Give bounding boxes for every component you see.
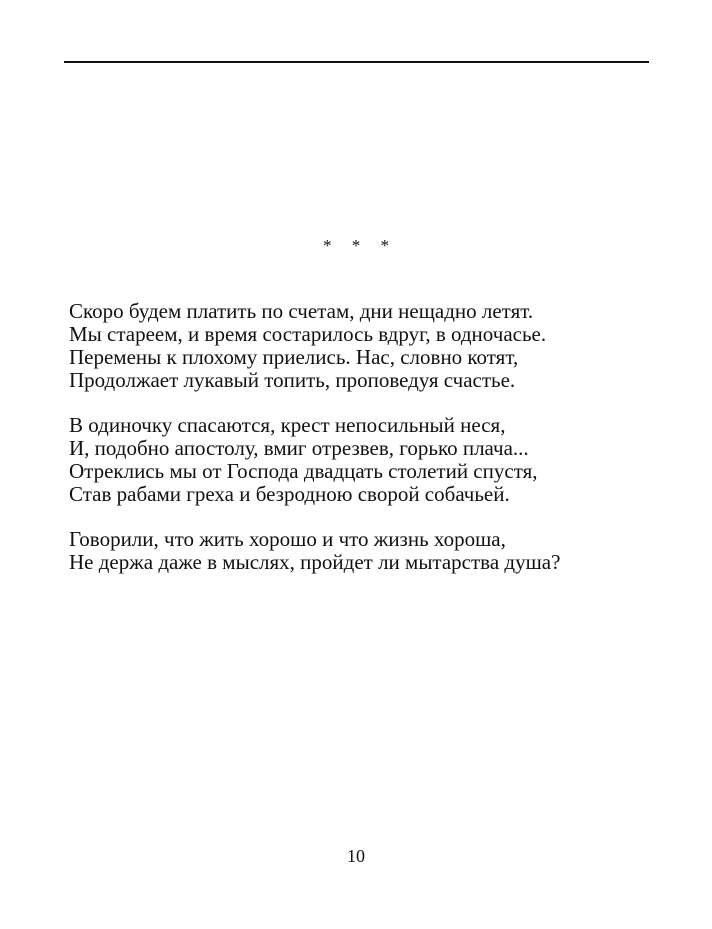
page-number: 10	[347, 846, 365, 866]
poem-line: Отреклись мы от Господа двадцать столетий спустя,	[69, 459, 538, 483]
poem-line: И, подобно апостолу, вмиг отрезвев, горько плача...	[69, 436, 529, 460]
poem-line: Говорили, что жить хорошо и что жизнь хороша,	[69, 527, 506, 551]
stanza-separator: * * *	[323, 236, 397, 255]
stanza-2	[69, 414, 689, 506]
top-rule	[64, 61, 649, 63]
poem-line: Став рабами греха и безродною сворой собачьей.	[69, 482, 510, 506]
poem-line: В одиночку спасаются, крест непосильный неся,	[69, 413, 506, 437]
stanza-3	[69, 528, 689, 574]
poem	[69, 300, 689, 596]
stanza-1	[69, 300, 689, 392]
poem-line: Скоро будем платить по счетам, дни нещадно летят.	[69, 299, 534, 323]
poem-line: Продолжает лукавый топить, проповедуя счастье.	[69, 368, 516, 392]
poem-line: Не держа даже в мыслях, пройдет ли мытарства душа?	[69, 550, 561, 574]
poem-line: Перемены к плохому приелись. Нас, словно котят,	[69, 345, 519, 369]
poem-line: Мы стареем, и время состарилось вдруг, в одночасье.	[69, 322, 547, 346]
